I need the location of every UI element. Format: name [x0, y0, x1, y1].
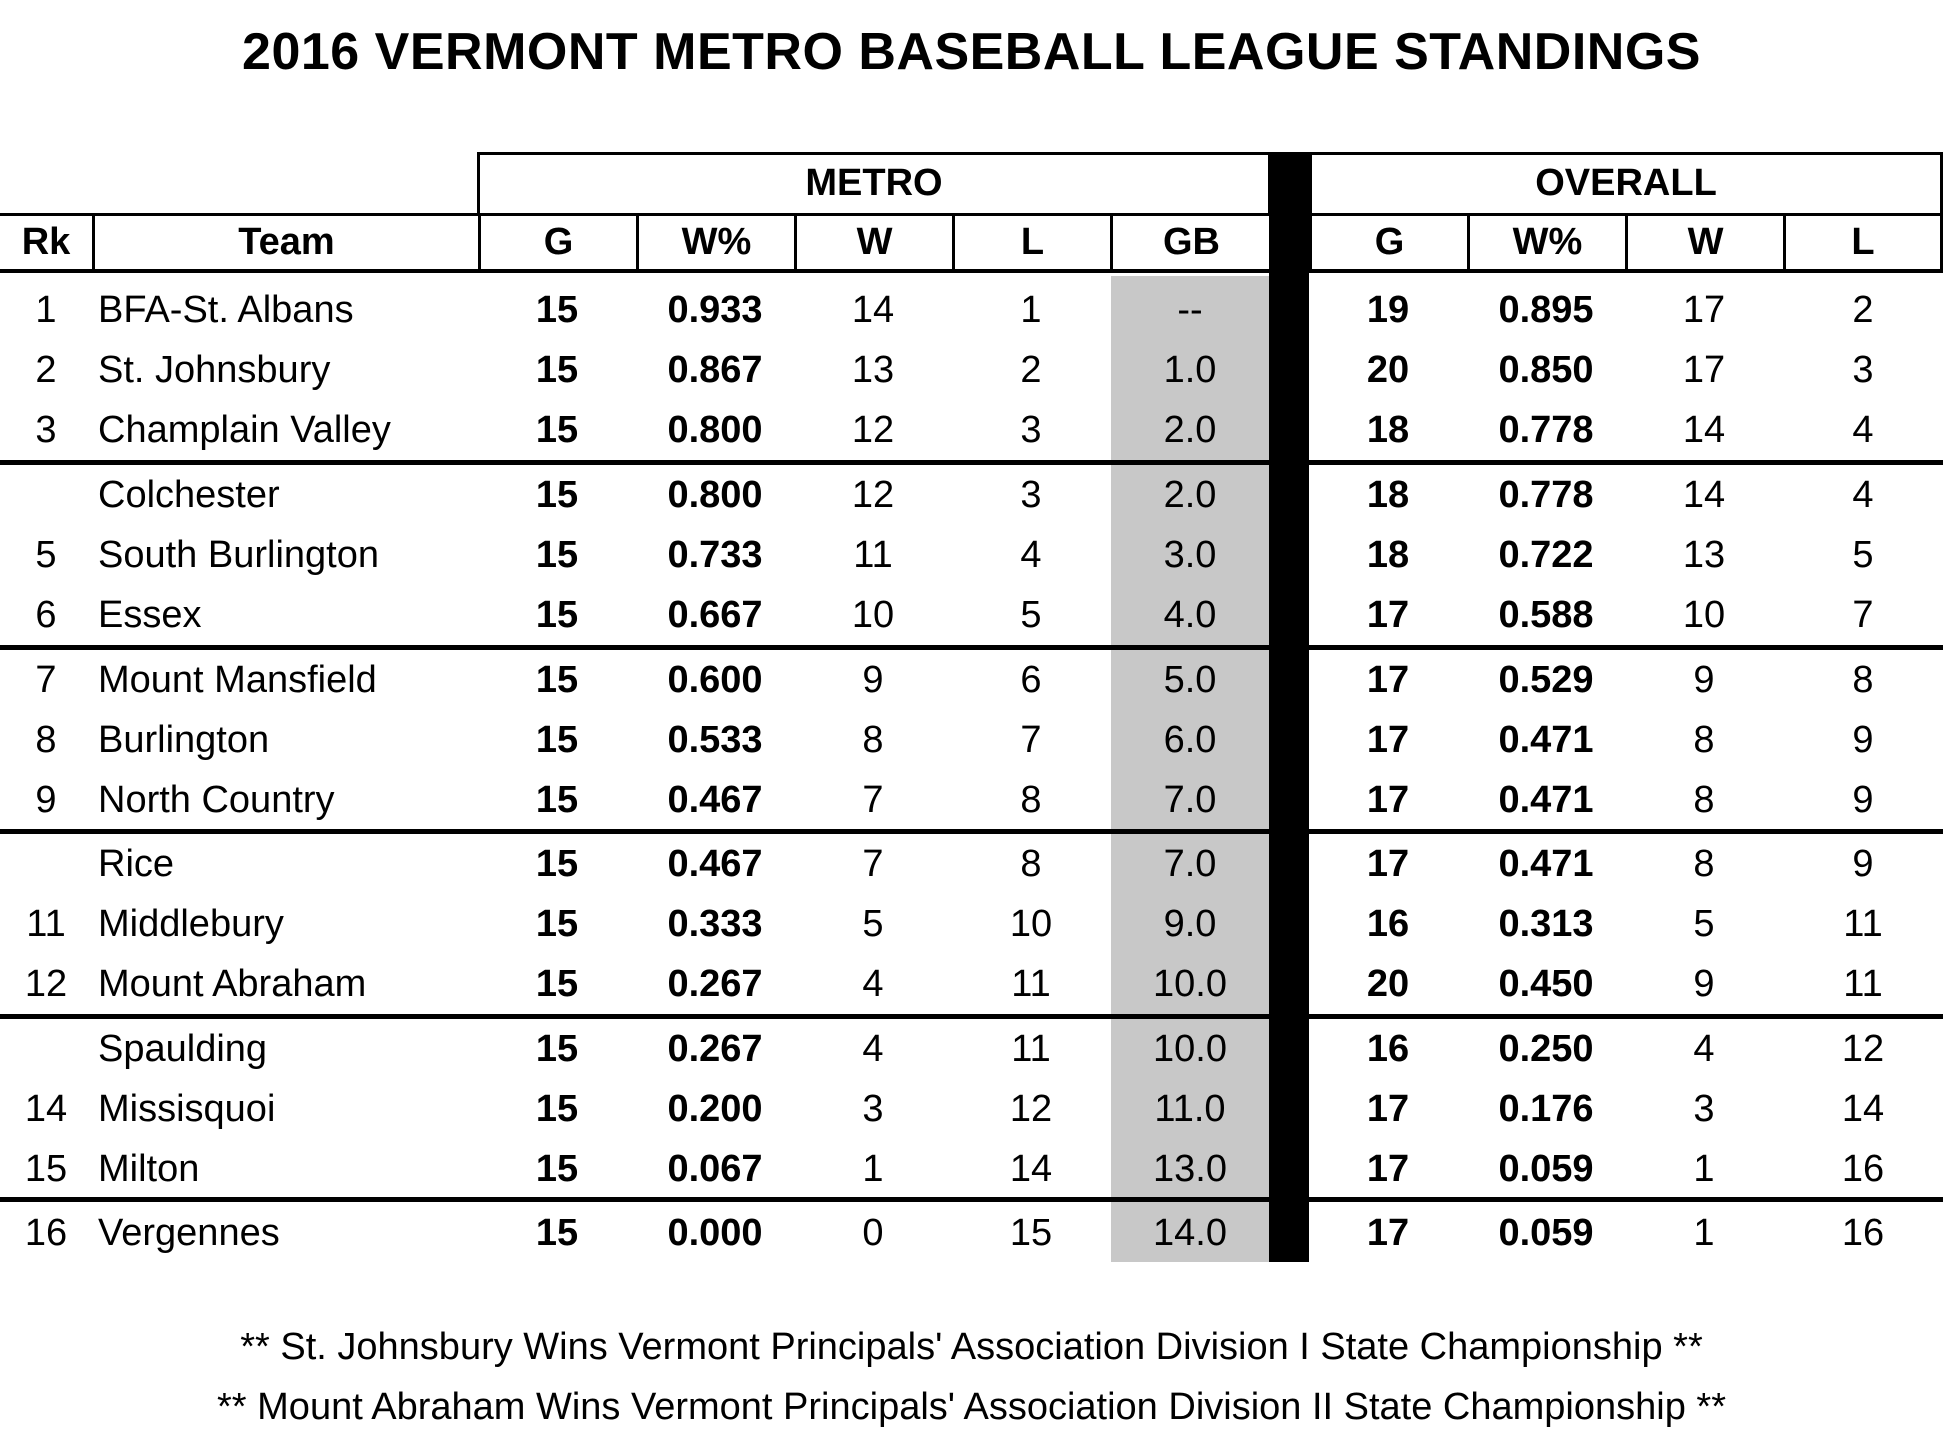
metro-wins-cell: 3 [862, 1088, 884, 1130]
games-behind-cell: 5.0 [1163, 659, 1217, 701]
tier-separator [1309, 829, 1943, 834]
metro-games-cell: 15 [535, 1088, 579, 1130]
metro-losses-cell: 14 [1009, 1148, 1053, 1190]
metro-win-pct-cell: 0.467 [667, 779, 763, 821]
metro-games-cell: 15 [535, 963, 579, 1005]
overall-losses-cell: 4 [1852, 409, 1874, 451]
tier-separator [0, 829, 1270, 834]
metro-wins-cell: 1 [862, 1148, 884, 1190]
metro-losses-cell: 1 [1020, 289, 1042, 331]
metro-losses-cell: 11 [1011, 1028, 1051, 1070]
overall-wins-cell: 9 [1693, 963, 1715, 1005]
team-name-cell: Vergennes [98, 1212, 280, 1254]
table-row [0, 465, 1943, 525]
overall-wins-cell: 4 [1693, 1028, 1715, 1070]
team-name-cell: Mount Mansfield [98, 659, 377, 701]
overall-losses-cell: 11 [1843, 963, 1883, 1005]
overall-win-pct-cell: 0.471 [1498, 779, 1594, 821]
metro-wins-cell: 4 [862, 963, 884, 1005]
overall-losses-cell: 16 [1841, 1148, 1885, 1190]
games-behind-cell: 6.0 [1163, 719, 1217, 761]
metro-wins-cell: 14 [851, 289, 895, 331]
games-behind-cell: 2.0 [1163, 409, 1217, 451]
table-row [0, 894, 1943, 954]
team-name-cell: Essex [98, 594, 202, 636]
overall-win-pct-cell: 0.450 [1498, 963, 1594, 1005]
metro-games-cell: 15 [535, 843, 579, 885]
overall-win-pct-cell: 0.313 [1498, 903, 1594, 945]
overall-wins-cell: 3 [1693, 1088, 1715, 1130]
metro-losses-cell: 4 [1020, 534, 1042, 576]
team-name-cell: Spaulding [98, 1028, 268, 1070]
overall-wins-cell: 14 [1682, 474, 1726, 516]
metro-games-cell: 15 [535, 594, 579, 636]
table-row [0, 340, 1943, 400]
overall-games-cell: 17 [1366, 594, 1410, 636]
overall-losses-cell: 8 [1852, 659, 1874, 701]
metro-wins-cell: 8 [862, 719, 884, 761]
games-behind-cell: 7.0 [1163, 779, 1217, 821]
overall-wins-cell: 1 [1693, 1212, 1715, 1254]
team-name-cell: St. Johnsbury [98, 349, 331, 391]
metro-wins-cell: 12 [851, 474, 895, 516]
metro-wins-cell: 7 [862, 843, 884, 885]
metro-wins-cell: 4 [862, 1028, 884, 1070]
metro-group-header: METRO [477, 152, 1271, 216]
header-team: Team [92, 216, 478, 269]
games-behind-cell: 2.0 [1163, 474, 1217, 516]
page-title: 2016 VERMONT METRO BASEBALL LEAGUE STANDINGS [242, 23, 1701, 81]
metro-win-pct-cell: 0.867 [667, 349, 763, 391]
rank-cell: 16 [24, 1212, 68, 1254]
metro-win-pct-cell: 0.933 [667, 289, 763, 331]
overall-games-cell: 17 [1366, 843, 1410, 885]
table-row [0, 650, 1943, 710]
metro-wins-cell: 13 [851, 349, 895, 391]
tier-separator [1309, 1197, 1943, 1202]
games-behind-cell: 7.0 [1163, 843, 1217, 885]
table-row [0, 525, 1943, 585]
team-name-cell: Colchester [98, 474, 280, 516]
metro-games-cell: 15 [535, 349, 579, 391]
team-name-cell: South Burlington [98, 534, 379, 576]
overall-losses-cell: 2 [1852, 289, 1874, 331]
table-row [0, 1139, 1943, 1199]
overall-losses-cell: 3 [1852, 349, 1874, 391]
overall-win-pct-cell: 0.471 [1498, 719, 1594, 761]
metro-win-pct-cell: 0.600 [667, 659, 763, 701]
overall-losses-cell: 9 [1852, 779, 1874, 821]
metro-losses-cell: 12 [1009, 1088, 1053, 1130]
overall-win-pct-cell: 0.850 [1498, 349, 1594, 391]
metro-games-cell: 15 [535, 409, 579, 451]
team-name-cell: Mount Abraham [98, 963, 367, 1005]
overall-losses-cell: 5 [1852, 534, 1874, 576]
games-behind-cell: 10.0 [1153, 1028, 1227, 1070]
header-metro-w: W [794, 216, 952, 269]
overall-win-pct-cell: 0.722 [1498, 534, 1594, 576]
metro-games-cell: 15 [535, 779, 579, 821]
overall-games-cell: 19 [1366, 289, 1410, 331]
games-behind-cell: 4.0 [1163, 594, 1217, 636]
overall-losses-cell: 4 [1852, 474, 1874, 516]
table-row [0, 770, 1943, 830]
rank-cell: 7 [35, 659, 57, 701]
rank-cell [0, 1019, 92, 1079]
overall-losses-cell: 14 [1841, 1088, 1885, 1130]
overall-wins-cell: 9 [1693, 659, 1715, 701]
table-row [0, 834, 1943, 894]
metro-win-pct-cell: 0.667 [667, 594, 763, 636]
metro-games-cell: 15 [535, 1148, 579, 1190]
metro-losses-cell: 3 [1020, 409, 1042, 451]
overall-games-cell: 18 [1366, 409, 1410, 451]
table-row [0, 1079, 1943, 1139]
games-behind-cell: 9.0 [1163, 903, 1217, 945]
rank-cell: 6 [35, 594, 57, 636]
metro-win-pct-cell: 0.200 [667, 1088, 763, 1130]
overall-games-cell: 16 [1366, 1028, 1410, 1070]
header-rk: Rk [21, 221, 71, 263]
overall-wins-cell: 5 [1693, 903, 1715, 945]
metro-win-pct-cell: 0.000 [667, 1212, 763, 1254]
rank-cell [0, 465, 92, 525]
overall-games-cell: 17 [1366, 659, 1410, 701]
rank-cell: 5 [35, 534, 57, 576]
games-behind-cell: 10.0 [1153, 963, 1227, 1005]
metro-wins-cell: 9 [862, 659, 884, 701]
overall-losses-cell: 9 [1852, 719, 1874, 761]
overall-games-cell: 18 [1366, 534, 1410, 576]
overall-wins-cell: 8 [1693, 843, 1715, 885]
overall-group-header: OVERALL [1309, 152, 1943, 216]
games-behind-cell: -- [1177, 289, 1203, 331]
rank-cell: 8 [35, 719, 57, 761]
overall-losses-cell: 7 [1852, 594, 1874, 636]
overall-win-pct-cell: 0.250 [1498, 1028, 1594, 1070]
rank-cell: 9 [35, 779, 57, 821]
footnote-division-ii: ** Mount Abraham Wins Vermont Principals' Association Division II State Championship ** [217, 1386, 1726, 1428]
metro-games-cell: 15 [535, 659, 579, 701]
rank-cell [0, 834, 92, 894]
table-row [0, 400, 1943, 460]
tier-separator [1309, 1014, 1943, 1019]
metro-win-pct-cell: 0.733 [667, 534, 763, 576]
overall-games-cell: 17 [1366, 719, 1410, 761]
rank-cell: 11 [26, 903, 66, 945]
overall-wins-cell: 8 [1693, 779, 1715, 821]
overall-games-cell: 20 [1366, 349, 1410, 391]
games-behind-cell: 1.0 [1163, 349, 1217, 391]
table-row [0, 1203, 1943, 1263]
metro-win-pct-cell: 0.333 [667, 903, 763, 945]
table-row [0, 585, 1943, 645]
metro-wins-cell: 12 [851, 409, 895, 451]
overall-games-cell: 16 [1366, 903, 1410, 945]
metro-losses-cell: 8 [1020, 779, 1042, 821]
overall-win-pct-cell: 0.176 [1498, 1088, 1594, 1130]
games-behind-cell: 3.0 [1163, 534, 1217, 576]
team-name-cell: Rice [98, 843, 175, 885]
metro-win-pct-cell: 0.267 [667, 1028, 763, 1070]
header-overall-g: G [1309, 216, 1467, 269]
overall-losses-cell: 16 [1841, 1212, 1885, 1254]
overall-win-pct-cell: 0.778 [1498, 409, 1594, 451]
metro-wins-cell: 10 [851, 594, 895, 636]
tier-separator [1309, 460, 1943, 465]
overall-losses-cell: 9 [1852, 843, 1874, 885]
metro-losses-cell: 3 [1020, 474, 1042, 516]
metro-win-pct-cell: 0.800 [667, 409, 763, 451]
metro-losses-cell: 6 [1020, 659, 1042, 701]
games-behind-cell: 14.0 [1153, 1212, 1227, 1254]
metro-losses-cell: 7 [1020, 719, 1042, 761]
header-overall-w: W [1625, 216, 1783, 269]
header-metro-gb: GB [1110, 216, 1270, 269]
tier-separator [1309, 645, 1943, 650]
metro-games-cell: 15 [535, 289, 579, 331]
team-name-cell: Milton [98, 1148, 200, 1190]
overall-win-pct-cell: 0.059 [1498, 1148, 1594, 1190]
metro-losses-cell: 2 [1020, 349, 1042, 391]
rank-cell: 15 [24, 1148, 68, 1190]
overall-wins-cell: 10 [1682, 594, 1726, 636]
tier-separator [0, 1197, 1270, 1202]
overall-wins-cell: 17 [1682, 289, 1726, 331]
team-name-cell: BFA-St. Albans [98, 289, 354, 331]
overall-games-cell: 17 [1366, 779, 1410, 821]
overall-wins-cell: 1 [1693, 1148, 1715, 1190]
overall-wins-cell: 14 [1682, 409, 1726, 451]
rank-cell: 14 [24, 1088, 68, 1130]
team-name-cell: Middlebury [98, 903, 284, 945]
metro-column-header-row [0, 213, 1270, 273]
team-name-cell: Missisquoi [98, 1088, 276, 1130]
table-row [0, 280, 1943, 340]
tier-separator [0, 460, 1270, 465]
overall-losses-cell: 11 [1843, 903, 1883, 945]
overall-losses-cell: 12 [1841, 1028, 1885, 1070]
overall-column-header-row [1309, 213, 1943, 273]
metro-wins-cell: 5 [862, 903, 884, 945]
overall-games-cell: 17 [1366, 1148, 1410, 1190]
overall-games-cell: 18 [1366, 474, 1410, 516]
metro-losses-cell: 8 [1020, 843, 1042, 885]
games-behind-cell: 13.0 [1153, 1148, 1227, 1190]
rank-cell: 2 [35, 349, 57, 391]
rank-cell: 3 [35, 409, 57, 451]
metro-games-cell: 15 [535, 1028, 579, 1070]
metro-losses-cell: 11 [1011, 963, 1051, 1005]
overall-win-pct-cell: 0.059 [1498, 1212, 1594, 1254]
overall-wins-cell: 8 [1693, 719, 1715, 761]
metro-games-cell: 15 [535, 903, 579, 945]
overall-win-pct-cell: 0.588 [1498, 594, 1594, 636]
games-behind-cell: 11.0 [1154, 1088, 1226, 1130]
team-name-cell: North Country [98, 779, 335, 821]
metro-win-pct-cell: 0.467 [667, 843, 763, 885]
metro-win-pct-cell: 0.267 [667, 963, 763, 1005]
metro-games-cell: 15 [535, 534, 579, 576]
overall-win-pct-cell: 0.895 [1498, 289, 1594, 331]
overall-games-cell: 17 [1366, 1088, 1410, 1130]
header-overall-l: L [1783, 216, 1943, 269]
metro-games-cell: 15 [535, 474, 579, 516]
tier-separator [0, 645, 1270, 650]
metro-losses-cell: 5 [1020, 594, 1042, 636]
footnote-division-i: ** St. Johnsbury Wins Vermont Principals' Association Division I State Championship ** [240, 1326, 1703, 1368]
overall-win-pct-cell: 0.471 [1498, 843, 1594, 885]
tier-separator [0, 1014, 1270, 1019]
table-row [0, 1019, 1943, 1079]
team-name-cell: Champlain Valley [98, 409, 391, 451]
overall-games-cell: 17 [1366, 1212, 1410, 1254]
metro-wins-cell: 7 [862, 779, 884, 821]
rank-cell: 1 [35, 289, 57, 331]
metro-losses-cell: 10 [1009, 903, 1053, 945]
metro-wins-cell: 11 [853, 534, 893, 576]
metro-win-pct-cell: 0.067 [667, 1148, 763, 1190]
metro-win-pct-cell: 0.533 [667, 719, 763, 761]
team-name-cell: Burlington [98, 719, 270, 761]
metro-wins-cell: 0 [862, 1212, 884, 1254]
metro-games-cell: 15 [535, 719, 579, 761]
header-metro-wpct: W% [636, 216, 794, 269]
overall-win-pct-cell: 0.529 [1498, 659, 1594, 701]
overall-games-cell: 20 [1366, 963, 1410, 1005]
overall-win-pct-cell: 0.778 [1498, 474, 1594, 516]
header-overall-wpct: W% [1467, 216, 1625, 269]
table-row [0, 710, 1943, 770]
metro-games-cell: 15 [535, 1212, 579, 1254]
overall-wins-cell: 17 [1682, 349, 1726, 391]
header-metro-g: G [478, 216, 636, 269]
header-metro-l: L [952, 216, 1110, 269]
metro-losses-cell: 15 [1009, 1212, 1053, 1254]
rank-cell: 12 [24, 963, 68, 1005]
overall-wins-cell: 13 [1682, 534, 1726, 576]
table-row [0, 954, 1943, 1014]
metro-win-pct-cell: 0.800 [667, 474, 763, 516]
